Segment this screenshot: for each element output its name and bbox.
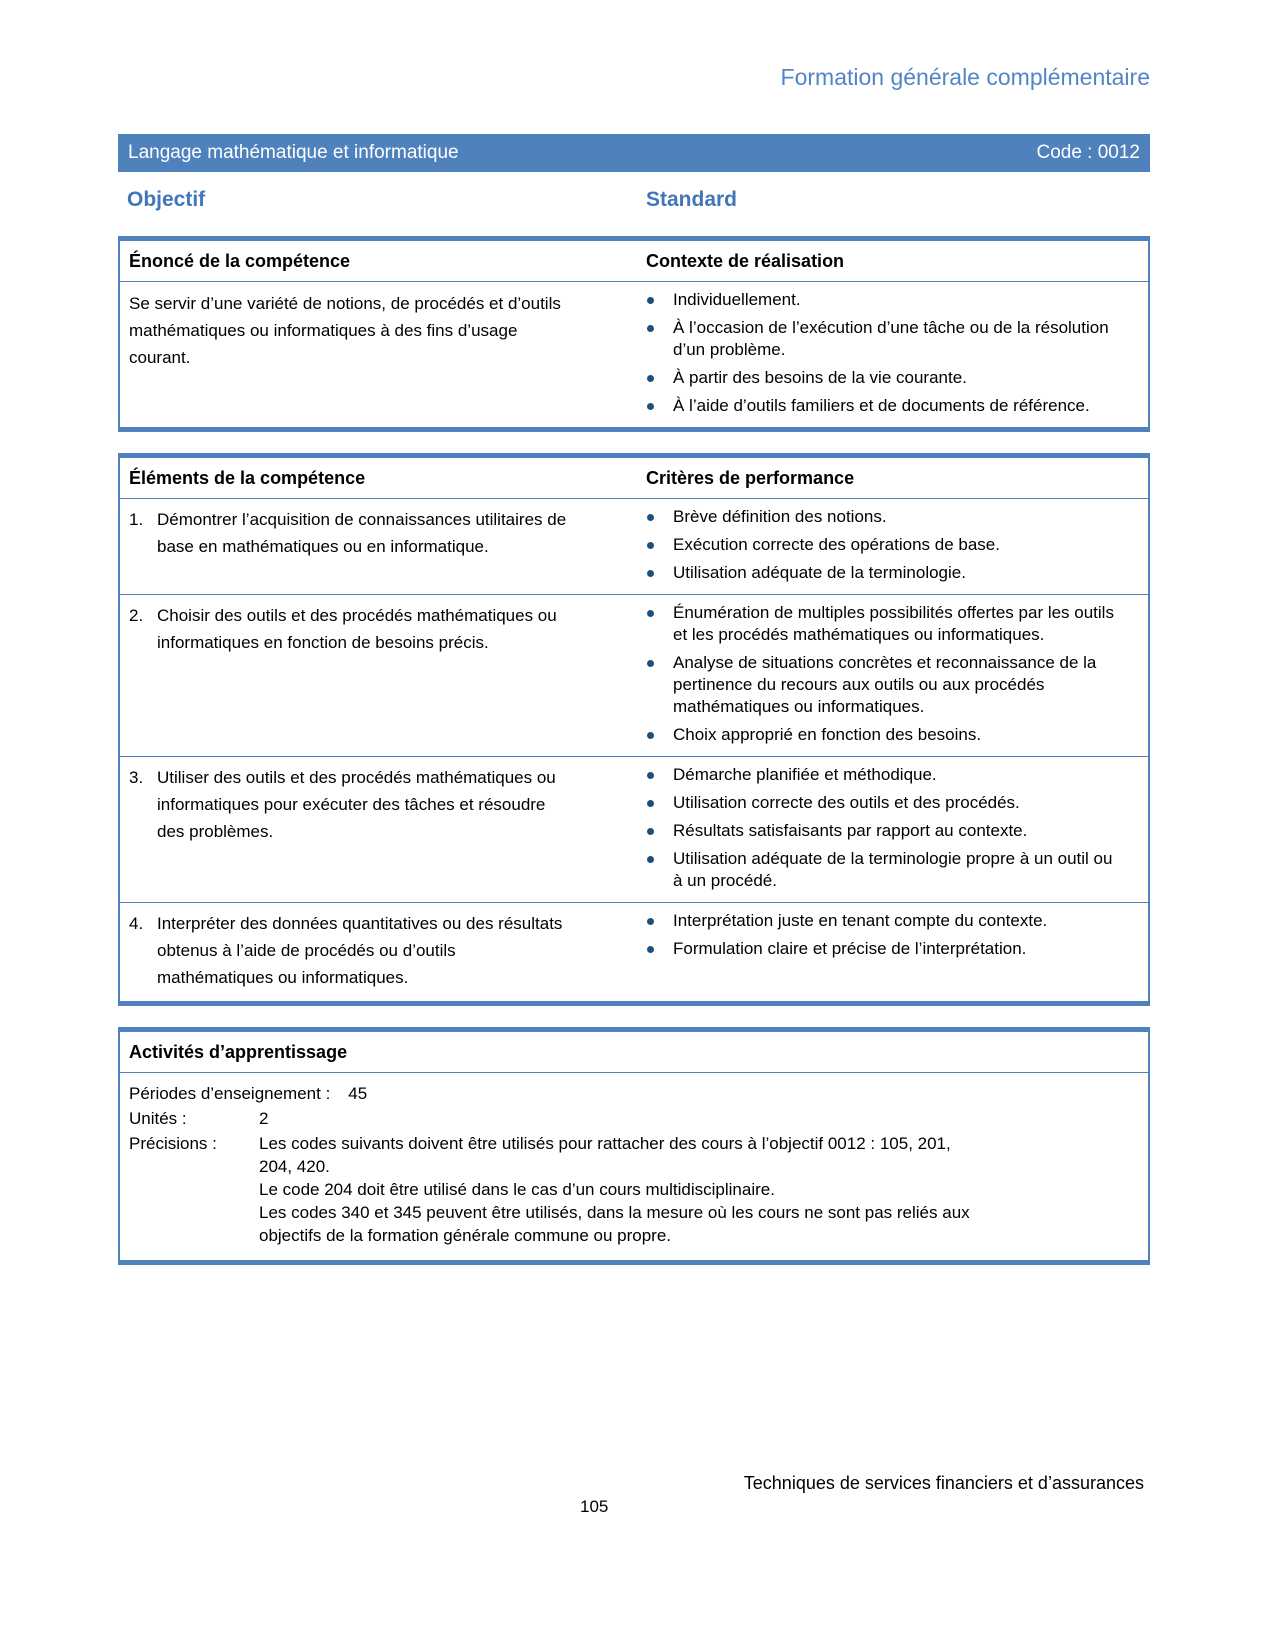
activities-header: Activités d’apprentissage bbox=[120, 1032, 1148, 1073]
elements-table bbox=[118, 453, 1150, 1006]
list-item bbox=[646, 764, 1134, 786]
activities-row-periods bbox=[129, 1082, 1134, 1106]
periods-label: Périodes d’enseignement : bbox=[129, 1084, 331, 1103]
table-row bbox=[120, 902, 1148, 1001]
numbered-item bbox=[129, 910, 589, 991]
elements-header: Éléments de la compétence bbox=[129, 468, 366, 488]
competence-statement: Se servir d’une variété de notions, de procédés et d’outils mathématiques ou informatiques à des fins d’usage courant. bbox=[129, 294, 561, 367]
standard-heading: Standard bbox=[646, 188, 738, 211]
bullet-label: Utilisation correcte des outils et des procédés. bbox=[673, 793, 1020, 812]
element-cell bbox=[120, 764, 634, 892]
periods-value: 45 bbox=[348, 1084, 368, 1103]
table-row bbox=[120, 756, 1148, 902]
precisions-label: Précisions : bbox=[129, 1134, 217, 1153]
item-number: 1. bbox=[129, 510, 144, 529]
contexte-bullets-cell bbox=[634, 289, 1148, 417]
criteria-cell bbox=[634, 764, 1148, 892]
bullet-label: À l’aide d’outils familiers et de documents de référence. bbox=[673, 396, 1090, 415]
course-title: Langage mathématique et informatique bbox=[128, 142, 459, 163]
bullet-label: Formulation claire et précise de l’interprétation. bbox=[673, 939, 1027, 958]
bullet-icon bbox=[647, 610, 654, 617]
competence-table-body bbox=[120, 282, 1148, 427]
numbered-item bbox=[129, 506, 589, 560]
bullet-label: Brève définition des notions. bbox=[673, 507, 887, 526]
bullet-label: Analyse de situations concrètes et reconnaissance de la pertinence du recours aux outils ou aux procédés mathématiques ou informatiques. bbox=[673, 653, 1097, 716]
bullet-icon bbox=[647, 918, 654, 925]
list-item bbox=[646, 534, 1134, 556]
item-text: Interpréter des données quantitatives ou des résultats obtenus à l’aide de procédés ou d’outils mathématiques ou informatiques. bbox=[157, 914, 563, 987]
bullet-label: Résultats satisfaisants par rapport au contexte. bbox=[673, 821, 1028, 840]
table-row bbox=[120, 499, 1148, 594]
bullet-label: Exécution correcte des opérations de base. bbox=[673, 535, 1000, 554]
precision-line: objectifs de la formation générale commune ou propre. bbox=[259, 1226, 672, 1245]
footer-program-name: Techniques de services financiers et d’assurances bbox=[743, 1473, 1144, 1493]
list-item bbox=[646, 652, 1134, 718]
list-item bbox=[646, 910, 1134, 932]
item-number: 2. bbox=[129, 606, 144, 625]
activities-row-precisions bbox=[129, 1132, 1134, 1247]
elements-table-header bbox=[120, 458, 1148, 499]
bullet-icon bbox=[647, 732, 654, 739]
section-headings bbox=[118, 188, 1150, 212]
list-item bbox=[646, 792, 1134, 814]
list-item bbox=[646, 820, 1134, 842]
units-value: 2 bbox=[259, 1109, 269, 1128]
precision-line: Les codes 340 et 345 peuvent être utilisés, dans la mesure où les cours ne sont pas reliés aux bbox=[259, 1203, 970, 1222]
competence-statement-cell bbox=[120, 289, 634, 417]
bullet-icon bbox=[647, 297, 654, 304]
bullet-label: Utilisation adéquate de la terminologie propre à un outil ou à un procédé. bbox=[673, 849, 1113, 890]
list-item bbox=[646, 848, 1134, 892]
bullet-icon bbox=[647, 325, 654, 332]
bullet-icon bbox=[647, 403, 654, 410]
activities-row-units bbox=[129, 1107, 1134, 1131]
list-item bbox=[646, 724, 1134, 746]
precision-line: Les codes suivants doivent être utilisés pour rattacher des cours à l’objectif 0012 : 105, 201, bbox=[259, 1134, 951, 1153]
bullet-label: Choix approprié en fonction des besoins. bbox=[673, 725, 982, 744]
list-item bbox=[646, 602, 1134, 646]
criteria-cell bbox=[634, 506, 1148, 584]
table-row bbox=[120, 594, 1148, 756]
criteria-cell bbox=[634, 910, 1148, 991]
criteria-cell bbox=[634, 602, 1148, 746]
precision-line: 204, 420. bbox=[259, 1157, 330, 1176]
item-text: Utiliser des outils et des procédés mathématiques ou informatiques pour exécuter des tâches et résoudre des problèmes. bbox=[157, 768, 556, 841]
bullet-icon bbox=[647, 946, 654, 953]
bullet-icon bbox=[647, 828, 654, 835]
numbered-item bbox=[129, 602, 589, 656]
list-item bbox=[646, 289, 1134, 311]
bullet-label: Utilisation adéquate de la terminologie. bbox=[673, 563, 966, 582]
bullet-label: À partir des besoins de la vie courante. bbox=[673, 368, 967, 387]
list-item bbox=[646, 506, 1134, 528]
page-number: 105 bbox=[580, 1497, 609, 1516]
bullet-label: Démarche planifiée et méthodique. bbox=[673, 765, 937, 784]
list-item bbox=[646, 367, 1134, 389]
objectif-heading: Objectif bbox=[127, 188, 206, 211]
competence-table bbox=[118, 236, 1150, 432]
numbered-item bbox=[129, 764, 589, 845]
list-item bbox=[646, 562, 1134, 584]
bullet-icon bbox=[647, 570, 654, 577]
bullet-icon bbox=[647, 856, 654, 863]
competence-table-header bbox=[120, 241, 1148, 282]
enonce-header: Énoncé de la compétence bbox=[129, 251, 351, 271]
element-cell bbox=[120, 910, 634, 991]
contexte-header: Contexte de réalisation bbox=[646, 251, 845, 271]
activities-table bbox=[118, 1027, 1150, 1265]
list-item bbox=[646, 395, 1134, 417]
item-text: Choisir des outils et des procédés mathématiques ou informatiques en fonction de besoins précis. bbox=[157, 606, 557, 652]
criteres-header: Critères de performance bbox=[646, 468, 855, 488]
units-label: Unités : bbox=[129, 1109, 187, 1128]
page-content bbox=[118, 0, 1150, 1517]
course-code: Code : 0012 bbox=[1036, 142, 1140, 163]
bullet-icon bbox=[647, 542, 654, 549]
bullet-icon bbox=[647, 375, 654, 382]
item-number: 3. bbox=[129, 768, 144, 787]
course-title-bar bbox=[118, 134, 1150, 172]
bullet-icon bbox=[647, 660, 654, 667]
list-item bbox=[646, 938, 1134, 960]
item-number: 4. bbox=[129, 914, 144, 933]
activities-body bbox=[120, 1073, 1148, 1260]
bullet-icon bbox=[647, 514, 654, 521]
bullet-label: Énumération de multiples possibilités offertes par les outils et les procédés mathématiques ou informatiques. bbox=[673, 603, 1114, 644]
bullet-label: À l’occasion de l’exécution d’une tâche ou de la résolution d’un problème. bbox=[673, 318, 1109, 359]
bullet-label: Individuellement. bbox=[673, 290, 801, 309]
element-cell bbox=[120, 602, 634, 746]
bullet-icon bbox=[647, 800, 654, 807]
precisions-value bbox=[259, 1132, 970, 1247]
running-header: Formation générale complémentaire bbox=[780, 64, 1150, 90]
list-item bbox=[646, 317, 1134, 361]
bullet-icon bbox=[647, 772, 654, 779]
precision-line: Le code 204 doit être utilisé dans le cas d’un cours multidisciplinaire. bbox=[259, 1180, 775, 1199]
bullet-label: Interprétation juste en tenant compte du contexte. bbox=[673, 911, 1048, 930]
item-text: Démontrer l’acquisition de connaissances utilitaires de base en mathématiques ou en informatique. bbox=[157, 510, 567, 556]
element-cell bbox=[120, 506, 634, 584]
